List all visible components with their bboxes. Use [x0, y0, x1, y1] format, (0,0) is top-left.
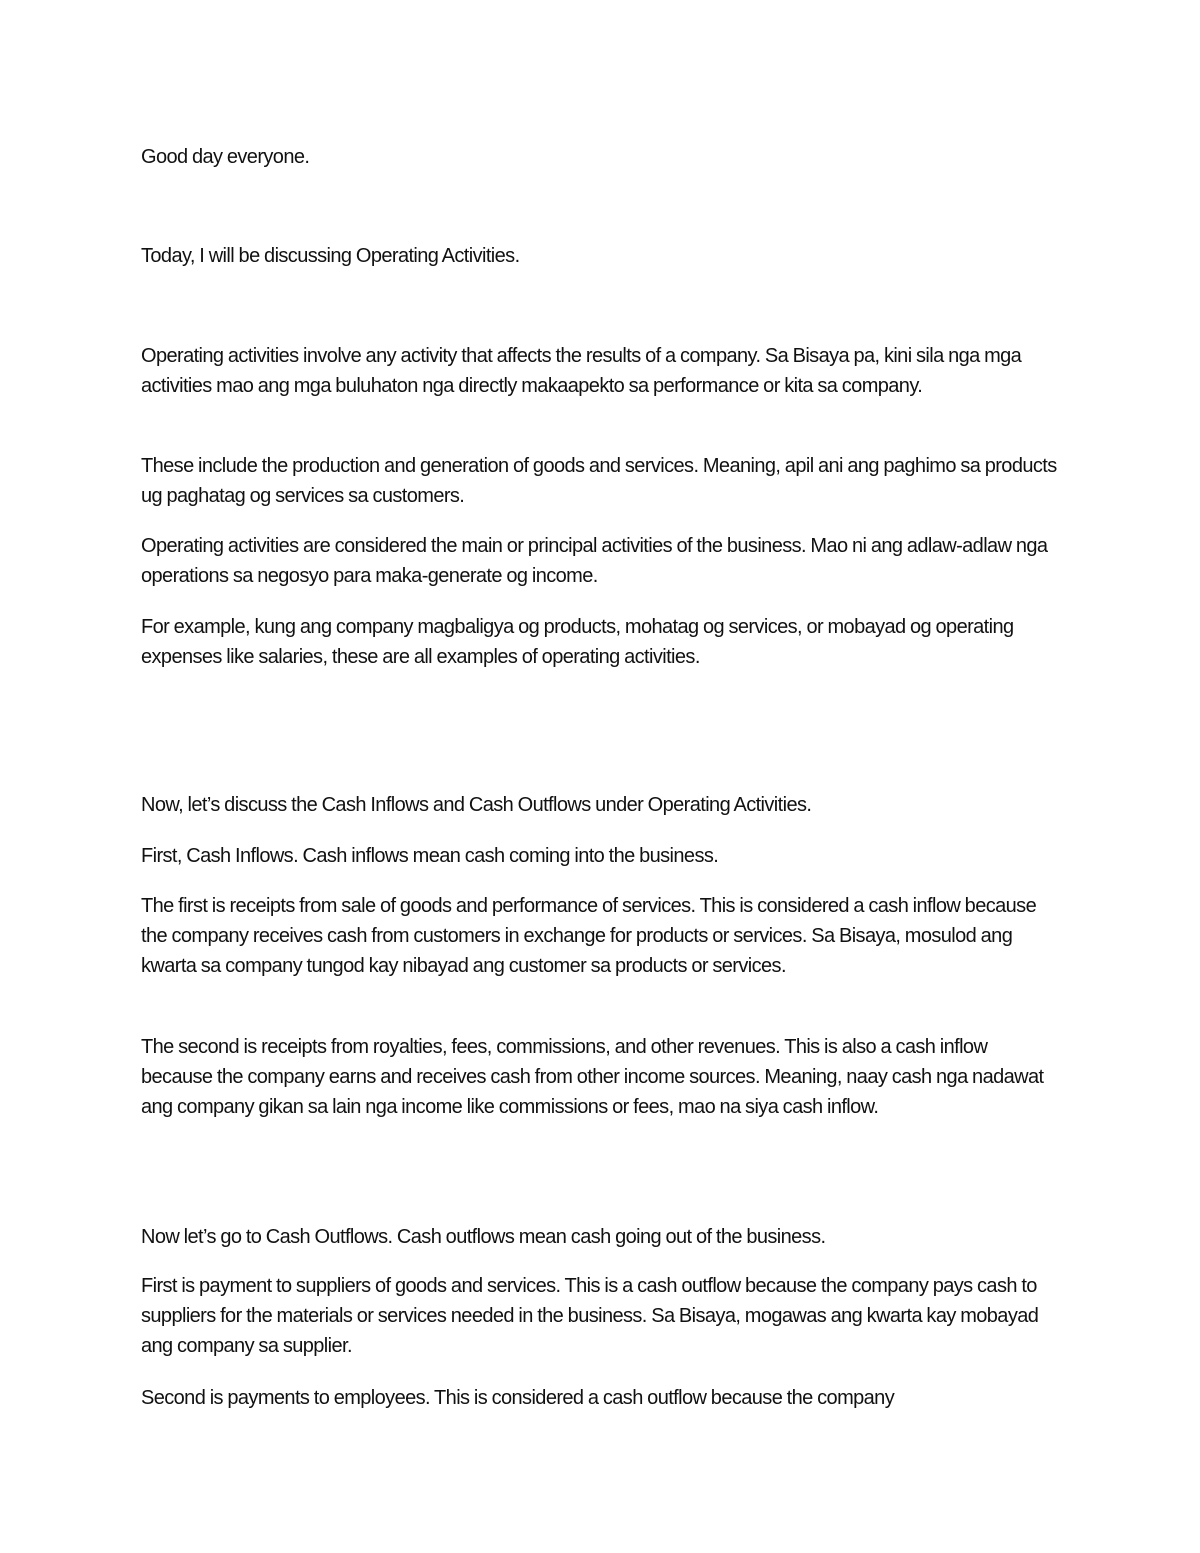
paragraph-outflow-first: First is payment to suppliers of goods and services. This is a cash outflow because the company pays cash to suppliers for the materials or services needed in the business. Sa Bisaya, mogawas ang kwarta kay mobayad ang company sa supplier.	[141, 1275, 1039, 1357]
paragraph-cash-outflows: Now let’s go to Cash Outflows. Cash outflows mean cash going out of the business.	[141, 1226, 826, 1248]
paragraph-greeting: Good day everyone.	[141, 146, 310, 168]
paragraph-intro: Today, I will be discussing Operating Activities.	[141, 245, 520, 267]
paragraph-principal: Operating activities are considered the main or principal activities of the business. Mao ni ang adlaw-adlaw nga operations sa negosyo para maka-generate og income.	[141, 535, 1048, 587]
paragraph-cash-flows-intro: Now, let’s discuss the Cash Inflows and Cash Outflows under Operating Activities.	[141, 794, 812, 816]
paragraph-includes: These include the production and generation of goods and services. Meaning, apil ani ang paghimo sa products ug paghatag og services sa customers.	[141, 455, 1057, 507]
paragraph-outflow-second: Second is payments to employees. This is considered a cash outflow because the company	[141, 1387, 895, 1409]
paragraph-cash-inflows: First, Cash Inflows. Cash inflows mean cash coming into the business.	[141, 845, 719, 867]
paragraph-inflow-second: The second is receipts from royalties, fees, commissions, and other revenues. This is also a cash inflow because the company earns and receives cash from other income sources. Meaning, naay cash nga nadawat ang company gikan sa lain nga income like commissions or fees, mao na siya cash inflow.	[141, 1036, 1044, 1118]
paragraph-definition: Operating activities involve any activity that affects the results of a company. Sa Bisaya pa, kini sila nga mga activities mao ang mga buluhaton nga directly makaapekto sa performance or kita sa company.	[141, 345, 1022, 397]
paragraph-example: For example, kung ang company magbaligya og products, mohatag og services, or mobayad og operating expenses like salaries, these are all examples of operating activities.	[141, 616, 1014, 668]
paragraph-inflow-first: The first is receipts from sale of goods and performance of services. This is considered a cash inflow because the company receives cash from customers in exchange for products or services. Sa Bisaya, mosulod ang kwarta sa company tungod kay nibayad ang customer sa products or services.	[141, 895, 1037, 977]
